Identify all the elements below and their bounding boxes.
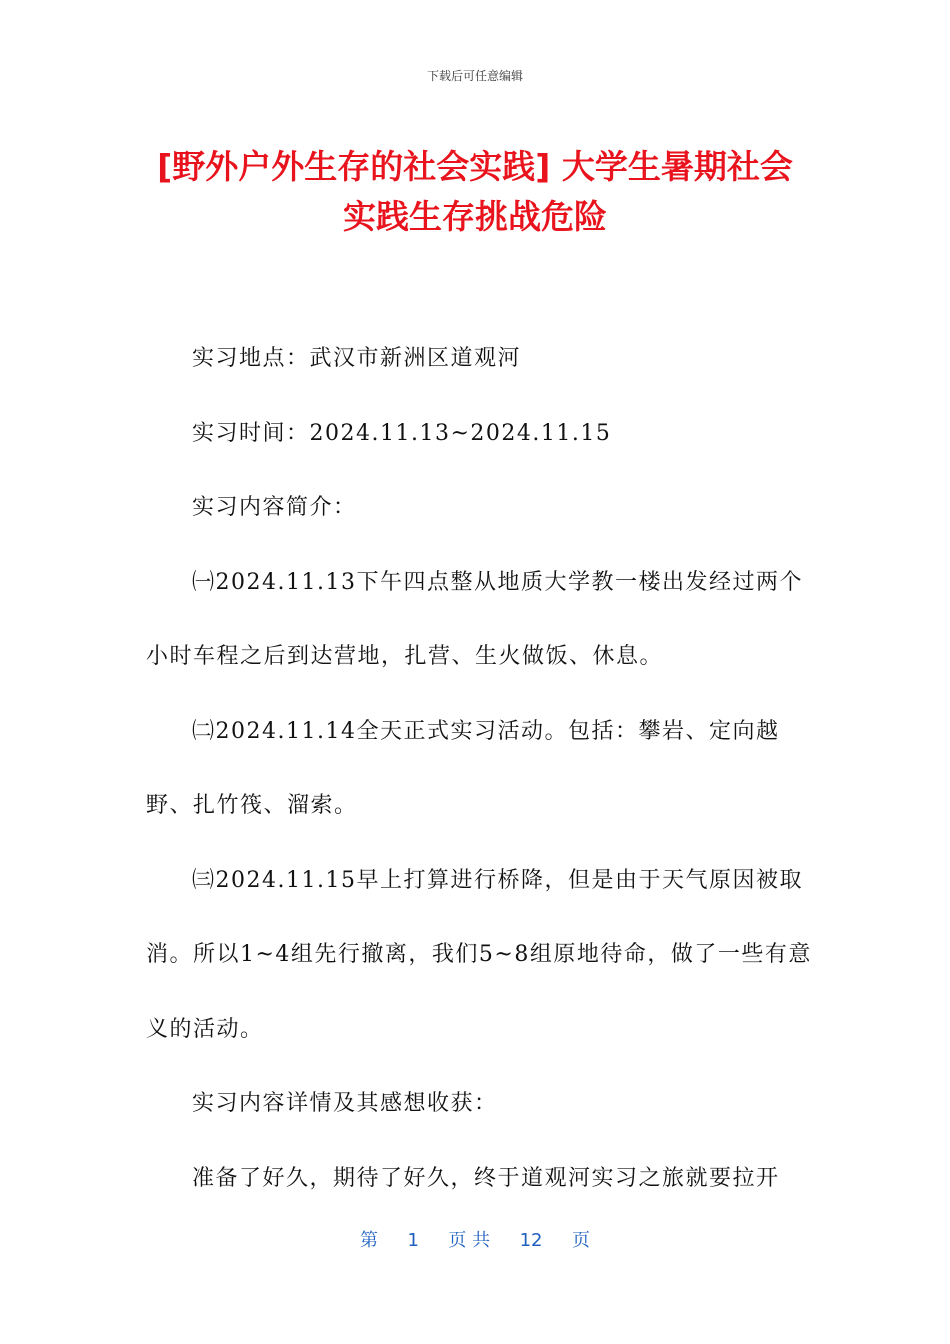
document-title <box>110 142 840 242</box>
paragraph-time: 实习时间：2024.11.13~2024.11.15 <box>192 420 612 446</box>
paragraph-day-3: ㈢2024.11.15早上打算进行桥降，但是由于天气原因被取消。所以1~4组先行撤离，我们5~8组原地待命，做了一些有意义的活动。 <box>146 867 812 1042</box>
paragraph-location: 实习地点：武汉市新洲区道观河 <box>192 346 522 371</box>
footer-mid: 页 共 <box>448 1230 491 1251</box>
title-line-1: [野外户外生存的社会实践] 大学生暑期社会 <box>157 147 793 186</box>
paragraph-day-2: ㈡2024.11.14全天正式实习活动。包括：攀岩、定向越野、扎竹筏、溜索。 <box>146 718 780 818</box>
footer-total-pages: 12 <box>519 1230 543 1251</box>
footer-prefix: 第 <box>360 1230 379 1251</box>
document-body <box>146 322 812 1216</box>
paragraph-day-1: ㈠2024.11.13下午四点整从地质大学教一楼出发经过两个小时车程之后到达营地，扎营、生火做饭、休息。 <box>146 569 803 669</box>
footer-current-page: 1 <box>407 1230 419 1251</box>
footer-suffix: 页 <box>571 1230 590 1251</box>
paragraph-details-heading: 实习内容详情及其感想收获： <box>192 1091 498 1116</box>
paragraph-summary-heading: 实习内容简介： <box>192 495 357 520</box>
paragraph-details-start: 准备了好久，期待了好久，终于道观河实习之旅就要拉开 <box>192 1165 780 1191</box>
page-footer <box>0 1226 950 1252</box>
header-note: 下载后可任意编辑 <box>426 69 523 83</box>
title-line-2: 实践生存挑战危险 <box>343 197 607 236</box>
